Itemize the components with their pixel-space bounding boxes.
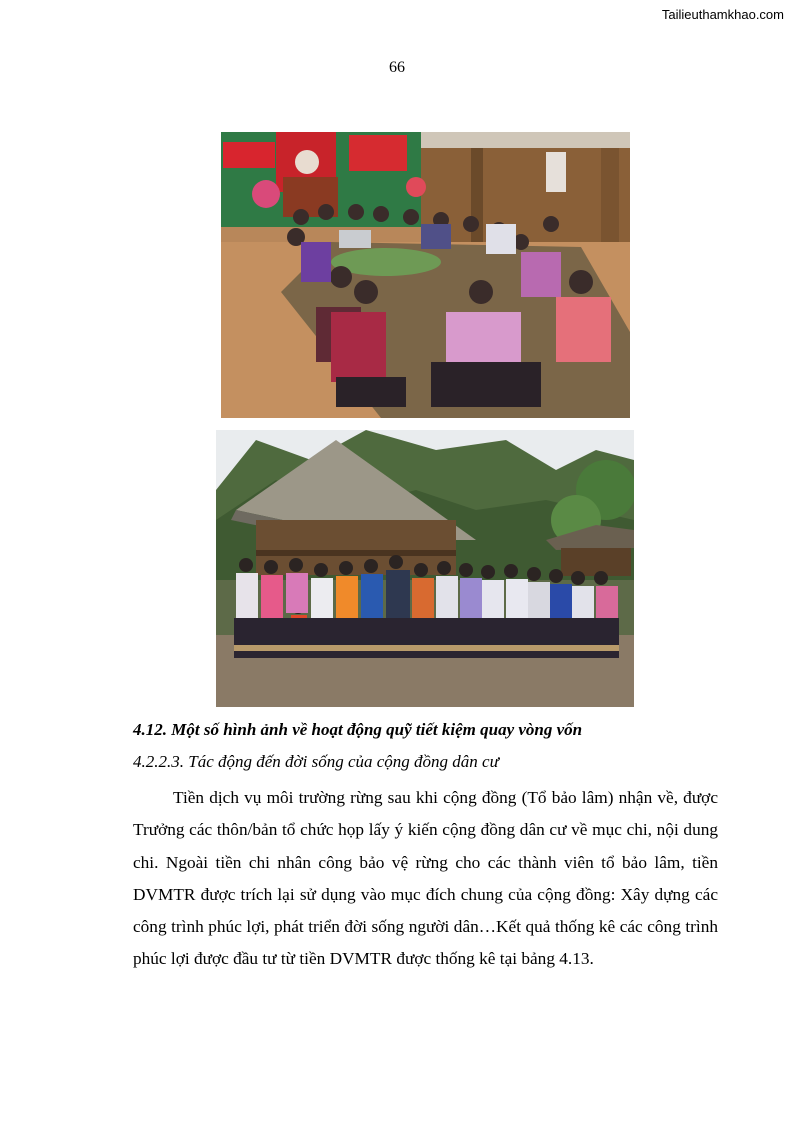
figure-caption: 4.12. Một số hình ảnh về hoạt động quỹ tiết kiệm quay vòng vốn xyxy=(133,720,583,739)
watermark: Tailieuthamkhao.com xyxy=(661,7,784,22)
section-heading: 4.2.2.3. Tác động đến đời sống của cộng đồng dân cư xyxy=(133,752,499,771)
photo-meeting-icon xyxy=(221,132,630,418)
photo-meeting xyxy=(221,132,630,418)
photo-group xyxy=(216,430,634,707)
photo-group-icon xyxy=(216,430,634,707)
page-number: 66 xyxy=(389,59,405,76)
body-paragraph: Tiền dịch vụ môi trường rừng sau khi cộng đồng (Tổ bảo lâm) nhận về, được Trưởng các thôn/bản tổ chức họp lấy ý kiến cộng đồng dân cư về mục chi, nội dung chi. Ngoài tiền chi nhân công bảo vệ rừng cho các thành viên tổ bảo lâm, tiền DVMTR được trích lại sử dụng vào mục đích chung của cộng đồng: Xây dựng các công trình phúc lợi, phát triển đời sống người dân…Kết quả thống kê các công trình phúc lợi được đầu tư từ tiền DVMTR được thống kê tại bảng 4.13. xyxy=(133,788,718,969)
